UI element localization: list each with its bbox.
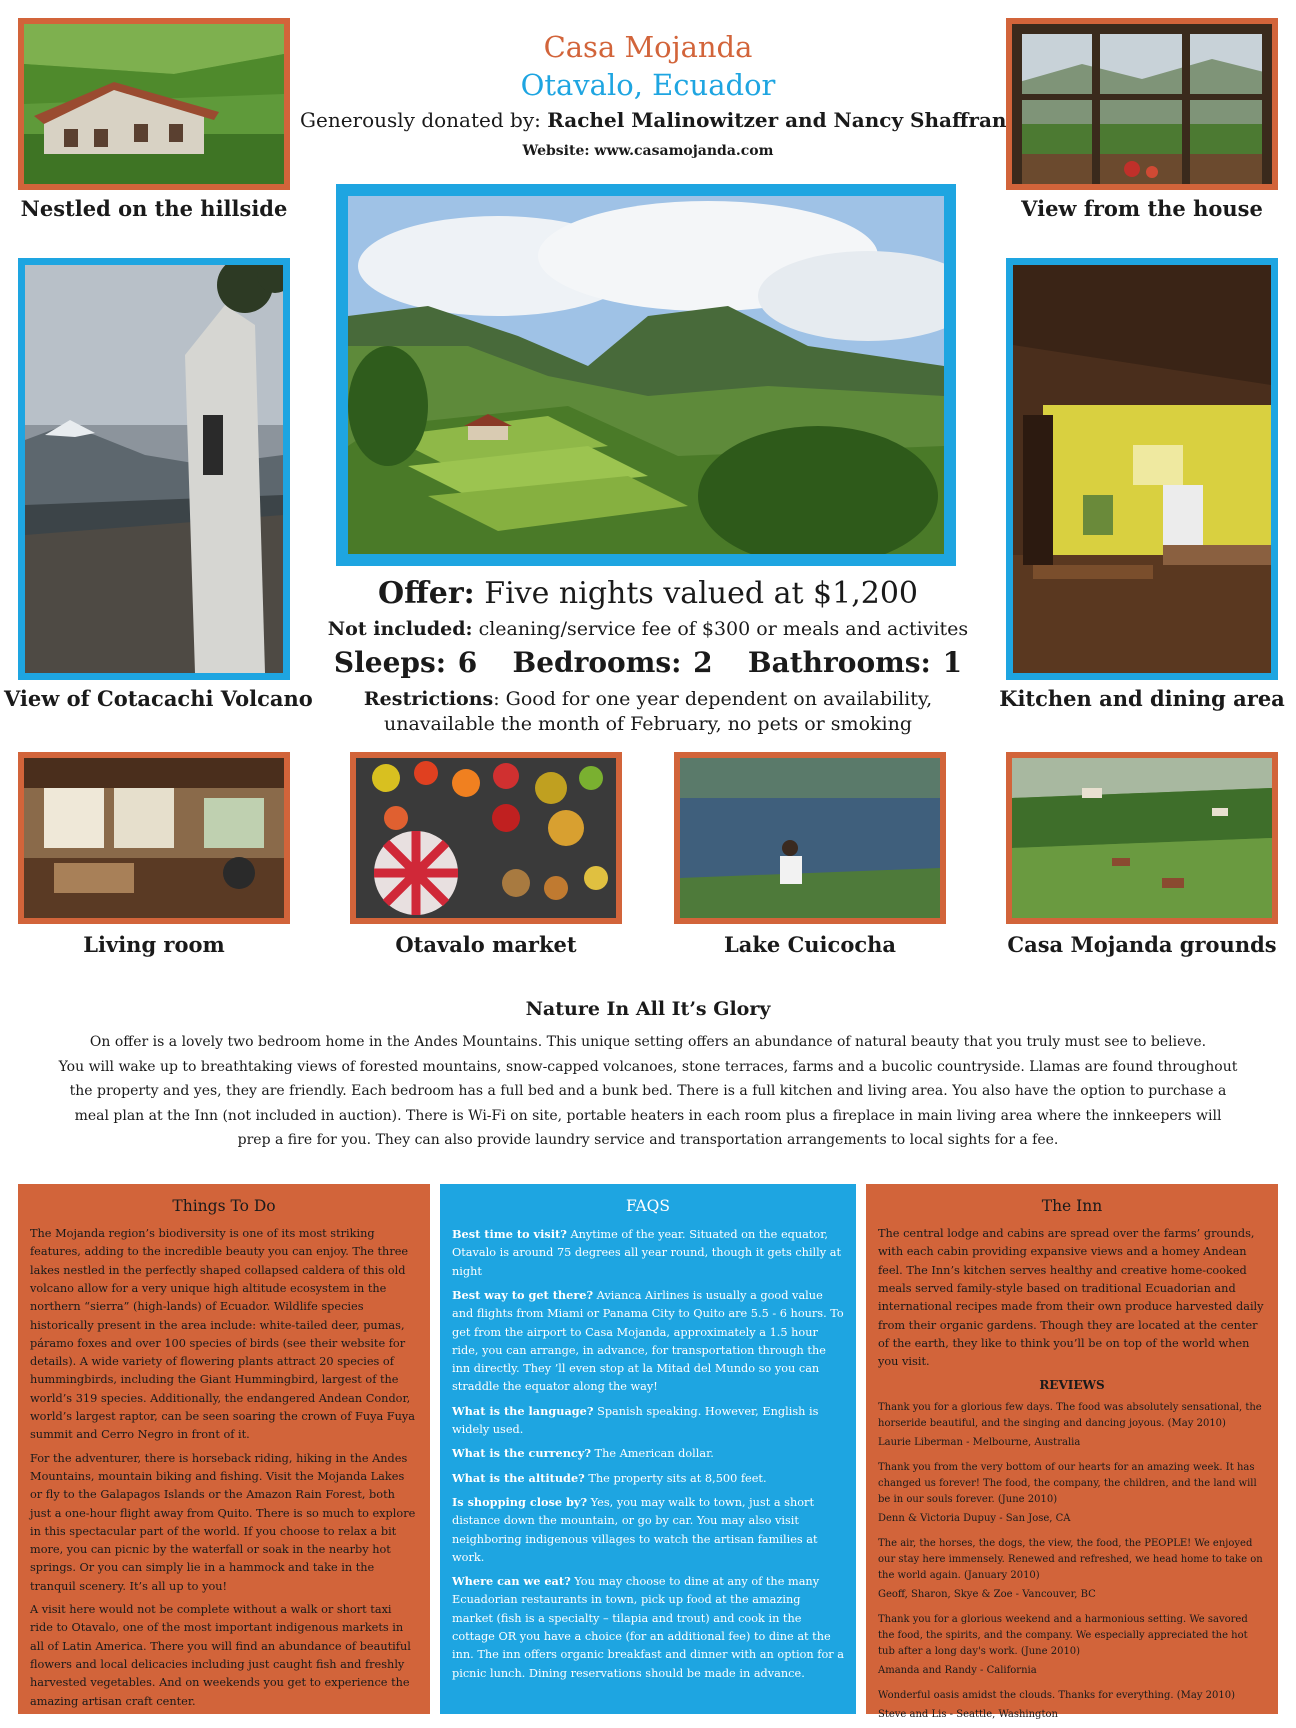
faq-question: Where can we eat?: [452, 1574, 571, 1589]
review-author: Denn & Victoria Dupuy - San Jose, CA: [878, 1512, 1071, 1524]
review-text: The air, the horses, the dogs, the view, the food, the PEOPLE! We enjoyed our stay here immensely. Renewed and refreshed, we head home to take on the world again. (January 2010): [878, 1537, 1263, 1581]
faq-item: [452, 1225, 844, 1281]
faqs-heading: FAQS: [626, 1197, 670, 1215]
review-text: Thank you for a glorious weekend and a harmonious setting. We savored the food, the spirits, and the company. We especially appreciated the hot tub after a long day's work. (June 2010): [878, 1613, 1248, 1657]
caption-cotacachi: View of Cotacachi Volcano: [4, 686, 313, 711]
things-paragraph: A visit here would not be complete without a walk or short taxi ride to Otavalo, one of the most important indigenous markets in all of Latin America. There you will find an abundance of beautiful flowers and local delicacies including just caught fish and freshly harvested vegetables. And on weekends you get to experience the amazing artisan craft center.: [30, 1603, 411, 1708]
not-included-line: [310, 618, 986, 640]
photo-kitchen: [1006, 258, 1278, 680]
photo-otavalo-market: [350, 752, 622, 924]
photo-lake-cuicocha: [674, 752, 946, 924]
review-author: Amanda and Randy - California: [878, 1664, 1037, 1676]
things-to-do-panel: [18, 1184, 430, 1714]
review-text: Thank you for a glorious few days. The food was absolutely sensational, the horseride beautiful, and the singing and dancing joyous. (May 2010): [878, 1401, 1262, 1429]
caption-otavalo-market: Otavalo market: [395, 932, 577, 957]
offer-text: Five nights valued at $1,200: [484, 576, 919, 611]
faq-question: Best way to get there?: [452, 1288, 594, 1302]
things-paragraph: The Mojanda region’s biodiversity is one of its most striking features, adding to the incredible beauty you can enjoy. The three lakes nestled in the perfectly shaped collapsed caldera of this old volcano allow for a very unique high altitude ecosystem in the northern “sierra” (high-lands) of Ecuador. Wildlife species historically present in the area include: white-tailed deer, pumas, páramo foxes and over 100 species of birds (see their website for details). A wide variety of flowering plants attract 20 species of hummingbirds, including the Giant Hummingbird, largest of the world’s 319 species. Additionally, the endangered Andean Condor, world’s largest raptor, can be seen soaring the crown of Fuya Fuya summit and Cerro Negro in front of it.: [30, 1227, 416, 1442]
sleeps-count: Sleeps: 6: [333, 646, 478, 679]
faq-answer: The property sits at 8,500 feet.: [584, 1471, 767, 1485]
not-included-text: cleaning/service fee of $300 or meals and activites: [478, 618, 969, 640]
caption-living-room: Living room: [83, 932, 225, 957]
faq-answer: Yes, you may walk to town, just a short distance down the mountain, or go by car. You may also visit neighboring indigenous villages to watch the artisan families at work.: [452, 1495, 818, 1564]
not-included-label: Not included:: [327, 618, 473, 640]
photo-grounds: [1006, 752, 1278, 924]
faq-item: [452, 1444, 844, 1463]
nature-line: On offer is a lovely two bedroom home in the Andes Mountains. This unique setting offers an abundance of natural beauty that you truly must see to believe.: [89, 1034, 1207, 1050]
page-title: Casa Mojanda: [543, 30, 753, 64]
faq-item: [452, 1402, 844, 1440]
restrictions-line-2: unavailable the month of February, no pets or smoking: [383, 713, 912, 735]
nature-heading: Nature In All It’s Glory: [525, 998, 771, 1020]
restrictions-label: Restrictions: [363, 688, 494, 710]
photo-living-room: [18, 752, 290, 924]
bedrooms-count: Bedrooms: 2: [512, 646, 713, 679]
review-text: Wonderful oasis amidst the clouds. Thanks for everything. (May 2010): [878, 1689, 1235, 1701]
caption-hillside: Nestled on the hillside: [20, 196, 288, 221]
reviews-heading: REVIEWS: [1039, 1378, 1105, 1393]
nature-line: You will wake up to breathtaking views of forested mountains, snow-capped volcanoes, stone terraces, farms and a bucolic countryside. Llamas are found throughout: [58, 1058, 1238, 1075]
faq-answer: Spanish speaking. However, English is widely used.: [452, 1404, 819, 1437]
nature-line: the property and yes, they are friendly. Each bedroom has a full bed and a bunk bed. There is a full kitchen and living area. You also have the option to purchase a: [69, 1083, 1227, 1099]
faq-question: What is the currency?: [452, 1446, 591, 1461]
faq-item: [452, 1286, 844, 1397]
faq-answer: The American dollar.: [590, 1447, 714, 1461]
rooms-line: [310, 646, 986, 679]
faqs-panel: [440, 1184, 856, 1714]
nature-line: prep a fire for you. They can also provide laundry service and transportation arrangements to local sights for a fee.: [237, 1132, 1059, 1148]
faq-answer: Anytime of the year. Situated on the equator, Otavalo is around 75 degrees all year round, though it gets chilly at night: [452, 1228, 842, 1278]
caption-view-from-house: View from the house: [1021, 196, 1263, 221]
faq-question: What is the altitude?: [452, 1470, 585, 1485]
caption-kitchen: Kitchen and dining area: [999, 686, 1285, 711]
photo-view-from-house: [1006, 18, 1278, 190]
review-text: Thank you from the very bottom of our hearts for an amazing week. It has changed us forever! The food, the company, the children, and the land will be in our souls forever. (June 2010): [878, 1461, 1257, 1505]
review-author: Steve and Lis - Seattle, Washington: [878, 1708, 1058, 1720]
review-author: Laurie Liberman - Melbourne, Australia: [878, 1436, 1081, 1448]
restrictions-line-1: [310, 688, 986, 710]
inn-intro: The central lodge and cabins are spread over the farms’ grounds, with each cabin providing expansive views and a homey Andean feel. The Inn’s kitchen serves healthy and creative home-cooked meals served family-style based on traditional Ecuadorian and international recipes made from their own produce harvested daily from their organic gardens. Though they are located at the center of the earth, they like to think you’ll be on top of the world when you visit.: [878, 1227, 1264, 1369]
faq-item: [452, 1469, 844, 1488]
things-paragraph: For the adventurer, there is horseback riding, hiking in the Andes Mountains, mountain biking and fishing. Visit the Mojanda Lakes or fly to the Galapagos Islands or the Amazon Rain Forest, both just a one-hour flight away from Quito. There is so much to explore in this spectacular part of the world. If you choose to relax a bit more, you can picnic by the waterfall or soak in the nearby hot springs. Or you can simply lie in a hammock and take in the tranquil scenery. It’s all up to you!: [30, 1451, 416, 1593]
review-author: Geoff, Sharon, Skye & Zoe - Vancouver, BC: [878, 1588, 1096, 1600]
faq-question: Best time to visit?: [452, 1227, 567, 1242]
faq-question: What is the language?: [452, 1403, 594, 1418]
caption-grounds: Casa Mojanda grounds: [1007, 932, 1277, 957]
donor-line: [300, 108, 1007, 132]
nature-line: meal plan at the Inn (not included in auction). There is Wi-Fi on site, portable heaters in each room plus a fireplace in main living area where the innkeepers will: [74, 1107, 1222, 1124]
faq-item: [452, 1493, 844, 1567]
inn-panel: [866, 1184, 1278, 1720]
inn-heading: The Inn: [1041, 1197, 1103, 1215]
website-line[interactable]: Website: www.casamojanda.com: [522, 143, 774, 159]
faq-item: [452, 1572, 844, 1683]
nature-body: [30, 1030, 1266, 1153]
photo-hillside: [18, 18, 290, 190]
bathrooms-count: Bathrooms: 1: [747, 646, 963, 679]
photo-main-landscape: [336, 184, 956, 566]
donor-prefix: Generously donated by:: [300, 108, 541, 132]
faq-answer: Avianca Airlines is usually a good value and flights from Miami or Panama City to Quito are 5.5 - 6 hours. To get from the airport to Casa Mojanda, approximately a 1.5 hour ride, you can arrange, in advance, for transportation through the inn directly. They ’ll even stop at la Mitad del Mundo so you can straddle the equator along the way!: [452, 1289, 844, 1394]
caption-lake-cuicocha: Lake Cuicocha: [723, 932, 896, 957]
faq-question: Is shopping close by?: [452, 1494, 588, 1509]
donor-names: Rachel Malinowitzer and Nancy Shaffran: [547, 108, 1007, 132]
reviews-list: [878, 1400, 1266, 1723]
restrictions-text-1: : Good for one year dependent on availability,: [493, 688, 933, 710]
offer-label: Offer:: [377, 576, 475, 611]
things-to-do-heading: Things To Do: [172, 1197, 276, 1215]
photo-cotacachi: [18, 258, 290, 680]
faq-answer: You may choose to dine at any of the many Ecuadorian restaurants in town, pick up food at the amazing market (fish is a specialty – tilapia and trout) and cook in the cottage OR you have a choice (for an additional fee) to dine at the inn. The inn offers organic breakfast and dinner with an option for a picnic lunch. Dining reservations should be made in advance.: [452, 1575, 844, 1680]
page-subtitle: Otavalo, Ecuador: [520, 68, 776, 102]
offer-line: [310, 576, 986, 611]
